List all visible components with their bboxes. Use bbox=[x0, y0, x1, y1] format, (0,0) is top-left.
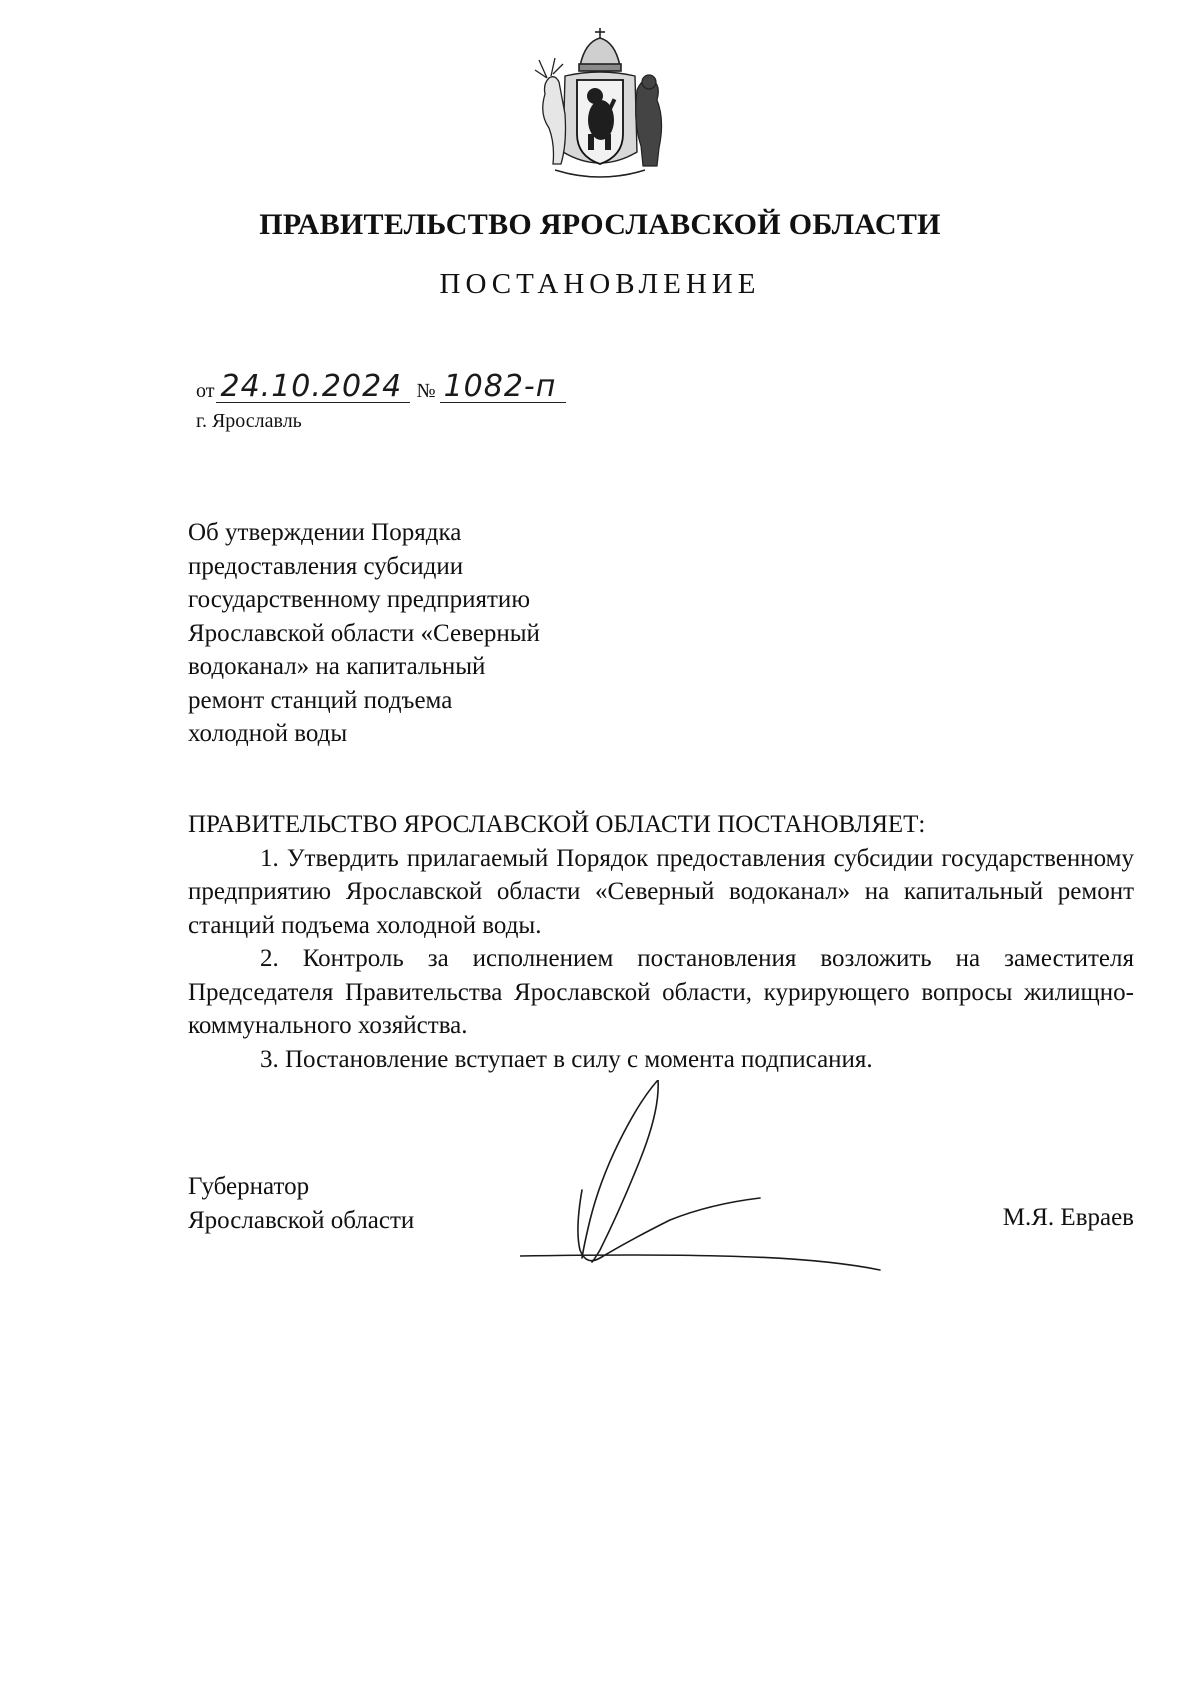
document-subject bbox=[188, 516, 608, 751]
subject-line: предоставления субсидии bbox=[188, 552, 464, 580]
number-prefix: № bbox=[416, 380, 436, 402]
resolution-item: 1. Утвердить прилагаемый Порядок предоставления субсидии государственному предприятию Ярославской области «Северный водоканал» на капитальный ремонт станций подъема холодной воды. bbox=[188, 844, 1134, 939]
document-meta bbox=[196, 369, 566, 404]
subject-line: холодной воды bbox=[188, 720, 348, 747]
subject-line: ремонт станций подъема bbox=[188, 686, 453, 714]
organization-title: ПРАВИТЕЛЬСТВО ЯРОСЛАВСКОЙ ОБЛАСТИ bbox=[259, 208, 941, 241]
subject-line: водоканал» на капитальный bbox=[188, 653, 486, 680]
subject-line: Об утверждении Порядка bbox=[188, 519, 462, 546]
date-prefix: от bbox=[196, 380, 215, 402]
coat-of-arms-icon bbox=[525, 24, 675, 184]
city: г. Ярославль bbox=[196, 410, 302, 432]
document-date: 24.10.2024 bbox=[216, 372, 410, 403]
signatory-title-line: Ярославской области bbox=[188, 1207, 415, 1234]
document-body bbox=[188, 808, 1134, 1076]
document-type: ПОСТАНОВЛЕНИЕ bbox=[439, 268, 761, 300]
subject-line: Ярославской области «Северный bbox=[188, 619, 540, 647]
resolution-item: 3. Постановление вступает в силу с момента подписания. bbox=[260, 1045, 873, 1073]
signatory-title bbox=[188, 1170, 414, 1238]
resolution-item: 2. Контроль за исполнением постановления возложить на заместителя Председателя Правительства Ярославской области, курирующего вопросы жилищно-коммунального хозяйства. bbox=[188, 945, 1134, 1039]
resolution-heading: ПРАВИТЕЛЬСТВО ЯРОСЛАВСКОЙ ОБЛАСТИ ПОСТАНОВЛЯЕТ: bbox=[188, 811, 926, 838]
signatory-title-line: Губернатор bbox=[188, 1173, 310, 1200]
subject-line: государственному предприятию bbox=[188, 586, 530, 613]
signatory-name: М.Я. Евраев bbox=[1002, 1204, 1134, 1231]
handwritten-signature bbox=[520, 1080, 920, 1300]
document-number: 1082-п bbox=[440, 372, 566, 403]
